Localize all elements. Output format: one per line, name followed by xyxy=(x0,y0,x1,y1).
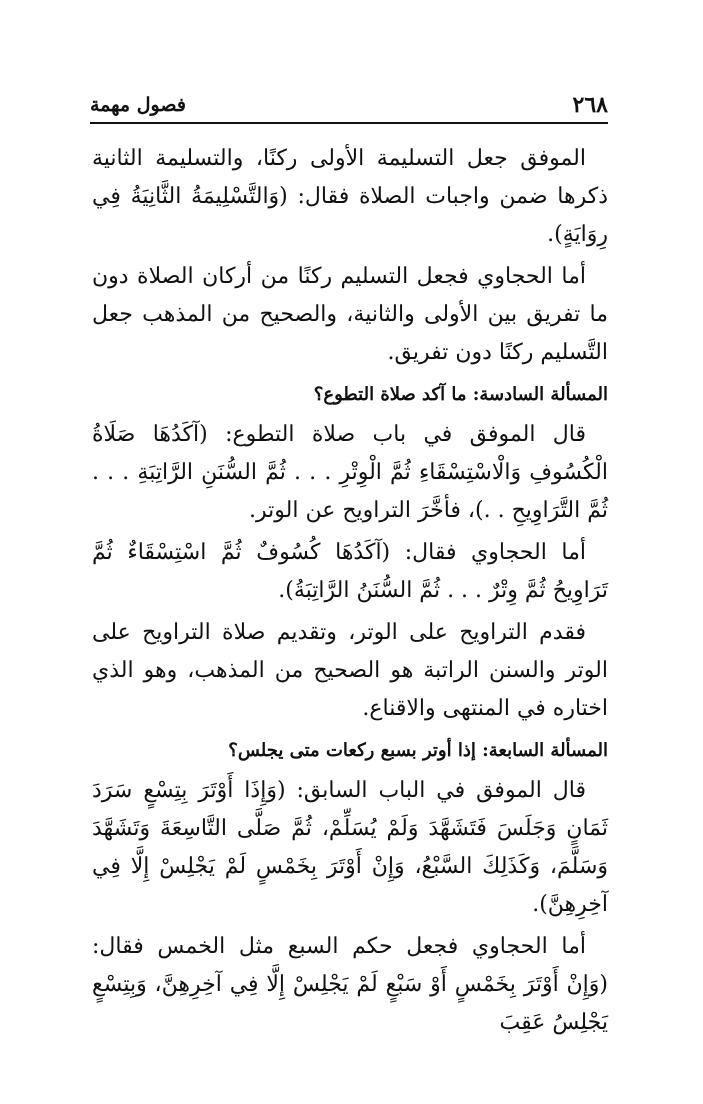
paragraph-7: أما الحجاوي فجعل حكم السبع مثل الخمس فقال: (وَإِنْ أَوْتَرَ بِخَمْسٍ أَوْ سَبْعٍ لَمْ يَجْلِسْ إِلَّا فِي آخِرِهِنَّ، وَبِتِسْعٍ يَجْلِسُ عَقِبَ xyxy=(92,934,608,1035)
page-content xyxy=(92,140,608,1046)
paragraph-2: أما الحجاوي فجعل التسليم ركنًا من أركان الصلاة دون ما تفريق بين الأولى والثانية، والصحيح من المذهب جعل التَّسليم ركنًا دون تفريق. xyxy=(92,264,608,365)
paragraph-3: قال الموفق في باب صلاة التطوع: (آكَدُهَا صَلَاةُ الْكُسُوفِ وَالْاسْتِسْقَاءِ ثُمَّ الْوِتْرِ . . . ثُمَّ السُّنَنِ الرَّاتِبَةِ . . . ثُمَّ التَّرَاوِيحِ . .)، فأخَّرَ التراويح عن الوتر. xyxy=(92,422,608,523)
paragraph-5: فقدم التراويح على الوتر، وتقديم صلاة التراويح على الوتر والسنن الراتبة هو الصحيح من المذهب، وهو الذي اختاره في المنتهى والاقناع. xyxy=(92,620,608,721)
paragraph-4: أما الحجاوي فقال: (آكَدُهَا كُسُوفٌ ثُمَّ اسْتِسْقَاءٌ ثُمَّ تَرَاوِيحُ ثُمَّ وِتْرٌ . . . ثُمَّ السُّنَنُ الرَّاتِبَةُ). xyxy=(92,540,608,603)
section-heading-6: المسألة السادسة: ما آكد صلاة التطوع؟ xyxy=(313,384,608,405)
section-heading-7: المسألة السابعة: إذا أوتر بسبع ركعات متى يجلس؟ xyxy=(228,740,608,761)
paragraph-1: الموفق جعل التسليمة الأولى ركنًا، والتسليمة الثانية ذكرها ضمن واجبات الصلاة فقال: (وَالتَّسْلِيمَةُ الثَّانِيَةُ فِي رِوَايَةٍ). xyxy=(92,146,608,247)
paragraph-6: قال الموفق في الباب السابق: (وَإِذَا أَوْتَرَ بِتِسْعٍ سَرَدَ ثَمَانٍ وَجَلَسَ فَتَشَهَّدَ وَلَمْ يُسَلِّمْ، ثُمَّ صَلَّى التَّاسِعَةَ وَتَشَهَّدَ وَسَلَّمَ، وَكَذَلِكَ السَّبْعُ، وَإِنْ أَوْتَرَ بِخَمْسٍ لَمْ يَجْلِسْ إِلَّا فِي آخِرِهِنَّ). xyxy=(92,778,608,917)
running-title: فصول مهمة xyxy=(90,94,186,116)
page-number: ٢٦٨ xyxy=(572,92,608,118)
page-header xyxy=(90,88,608,124)
